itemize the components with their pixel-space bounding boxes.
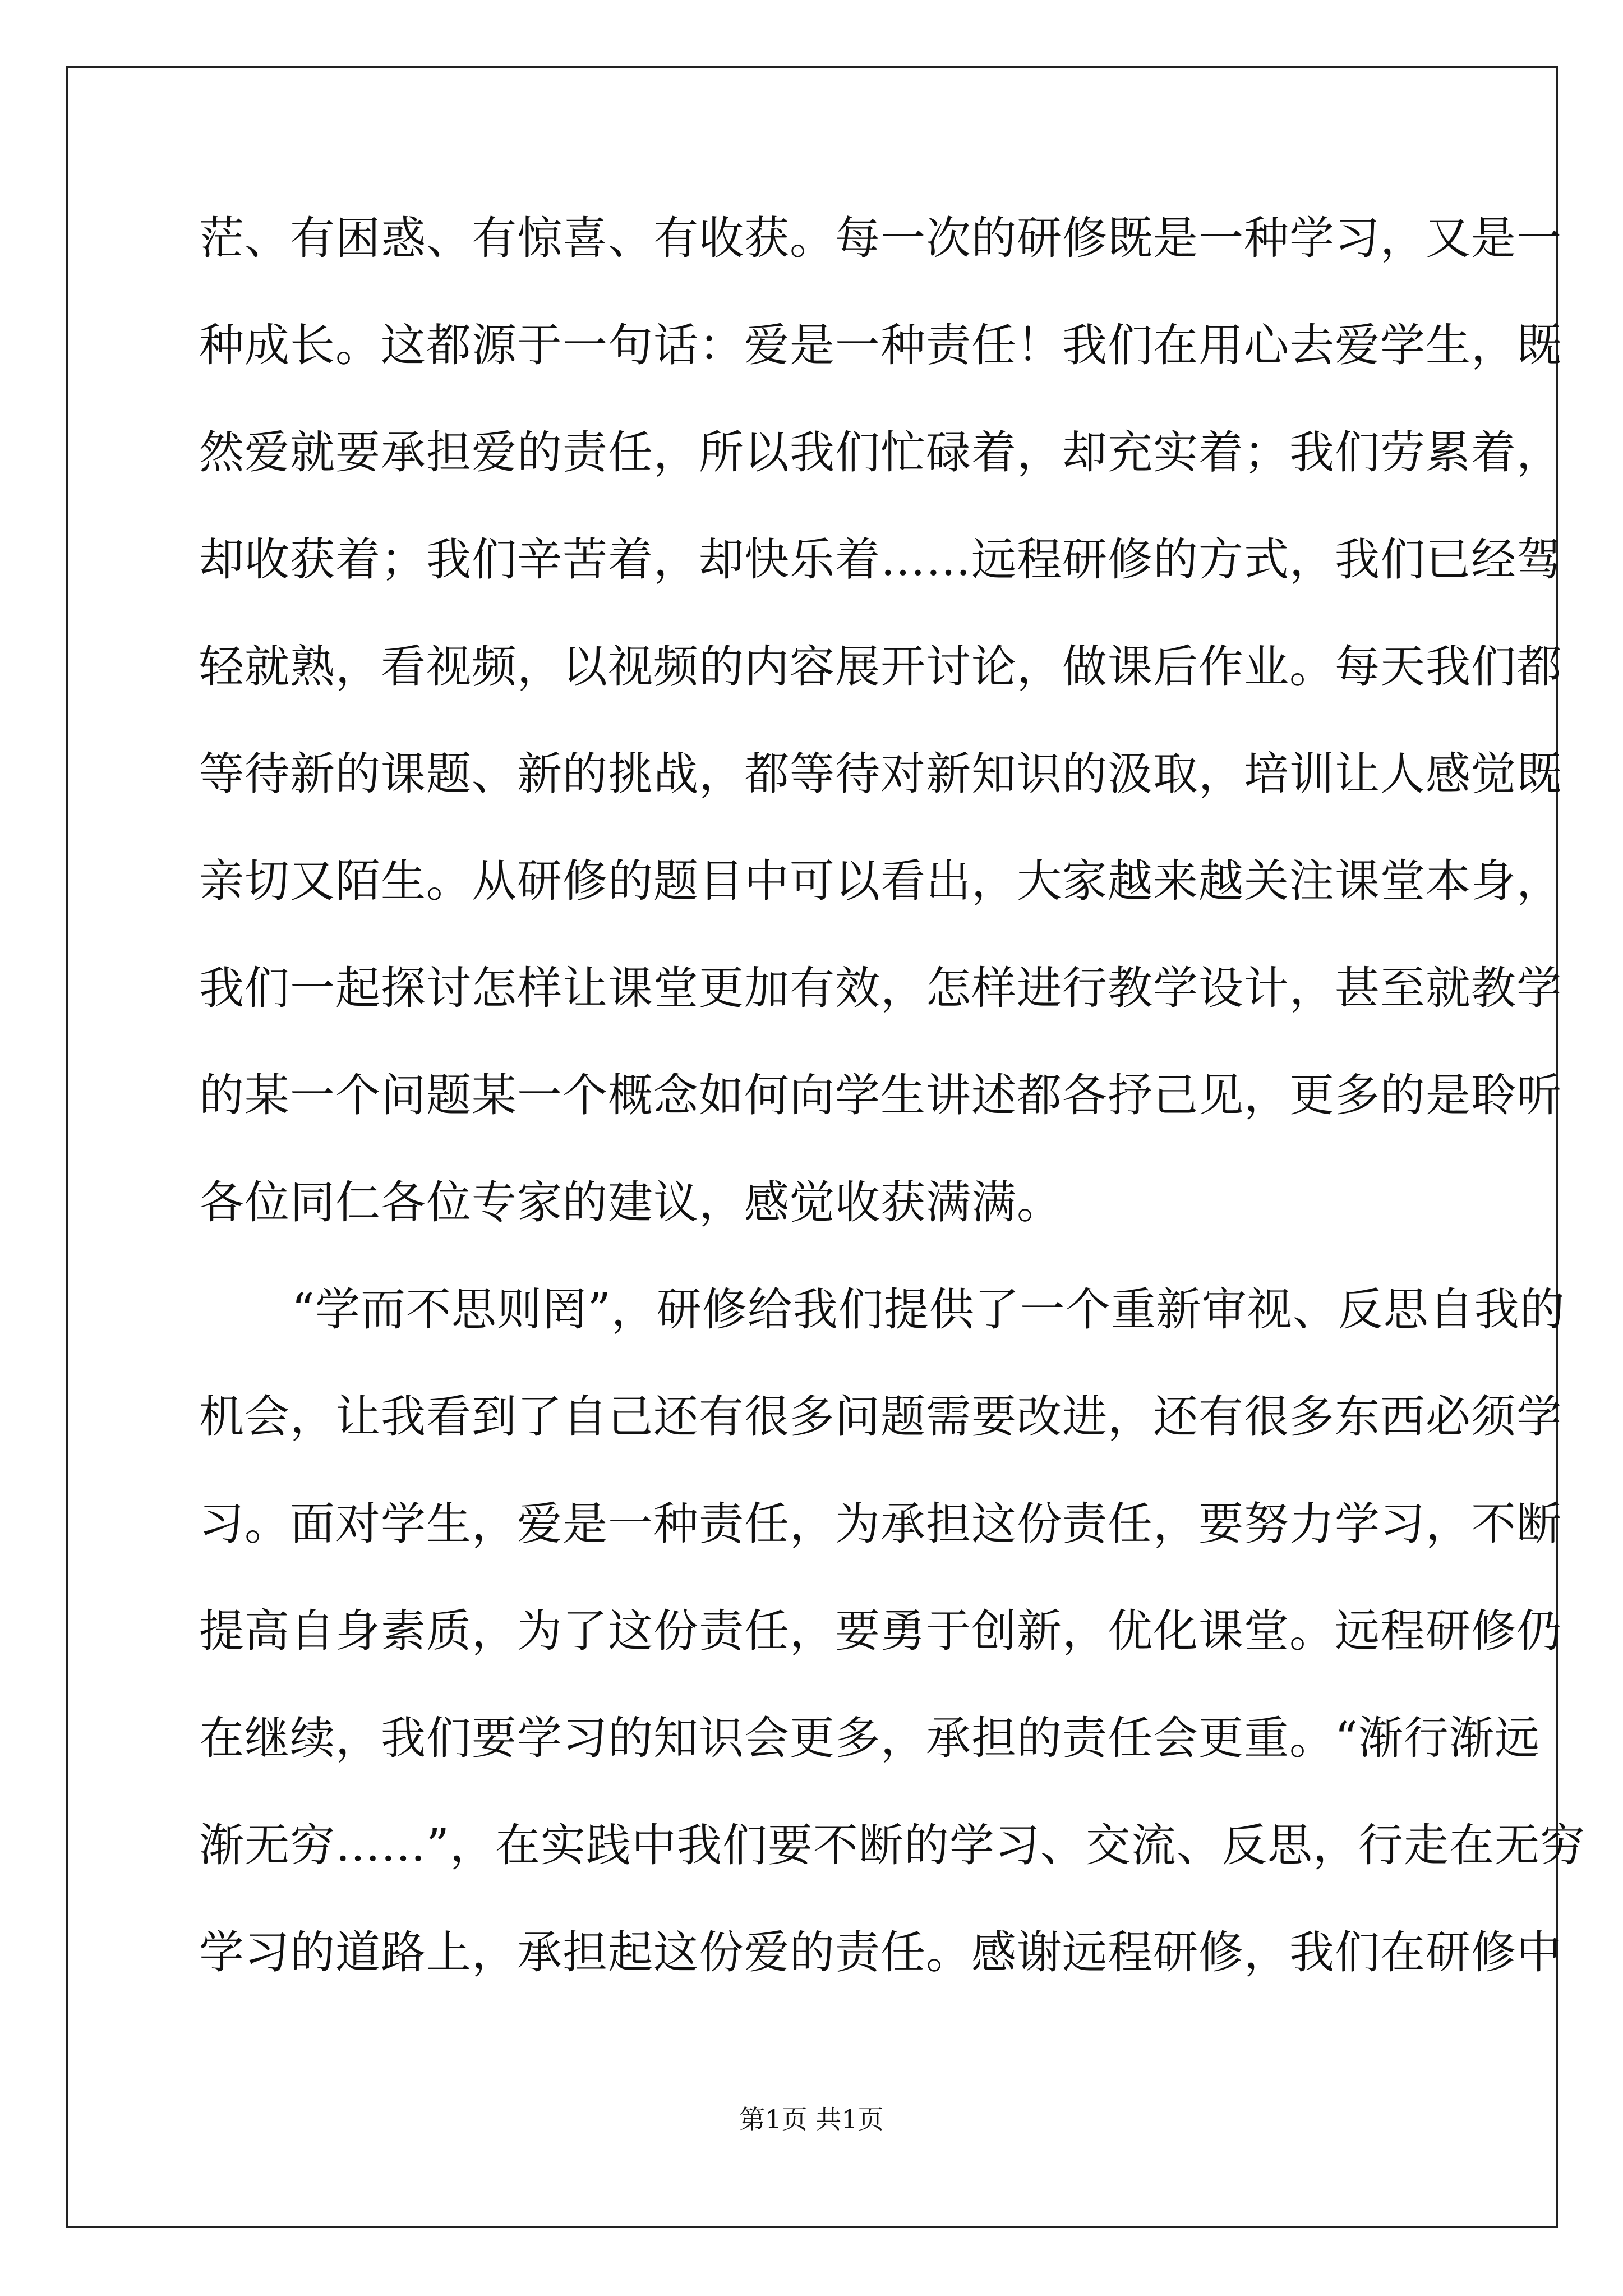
text-line: 亲切又陌生。从研修的题目中可以看出，大家越来越关注课堂本身， — [199, 855, 1562, 907]
page-footer: 第1页 共1页 — [739, 2104, 884, 2134]
paragraph-first-line: “学而不思则罔”，研修给我们提供了一个重新审视、反思自我的 — [292, 1283, 1565, 1336]
document-body — [199, 210, 1585, 2032]
text-line: 渐无穷……”，在实践中我们要不断的学习、交流、反思，行走在无穷 — [199, 1819, 1585, 1871]
text-line: 学习的道路上，承担起这份爱的责任。感谢远程研修，我们在研修中 — [199, 1926, 1562, 1978]
text-line: 轻就熟，看视频，以视频的内容展开讨论，做课后作业。每天我们都 — [199, 641, 1562, 693]
text-line: 我们一起探讨怎样让课堂更加有效，怎样进行教学设计，甚至就教学 — [199, 962, 1562, 1014]
text-line: 提高自身素质，为了这份责任，要勇于创新，优化课堂。远程研修仍 — [199, 1605, 1562, 1657]
text-line: 各位同仁各位专家的建议，感觉收获满满。 — [199, 1176, 1062, 1228]
text-line: 在继续，我们要学习的知识会更多，承担的责任会更重。“渐行渐远 — [199, 1712, 1540, 1764]
text-line: 然爱就要承担爱的责任，所以我们忙碌着，却充实着；我们劳累着， — [199, 426, 1562, 478]
text-line: 的某一个问题某一个概念如何向学生讲述都各抒己见，更多的是聆听 — [199, 1069, 1562, 1121]
text-line: 习。面对学生，爱是一种责任，为承担这份责任，要努力学习，不断 — [199, 1498, 1562, 1550]
text-line: 却收获着；我们辛苦着，却快乐着……远程研修的方式，我们已经驾 — [199, 533, 1562, 586]
text-line: 机会，让我看到了自己还有很多问题需要改进，还有很多东西必须学 — [199, 1391, 1562, 1443]
text-line: 茫、有困惑、有惊喜、有收获。每一次的研修既是一种学习，又是一 — [199, 212, 1562, 264]
text-line: 等待新的课题、新的挑战，都等待对新知识的汲取，培训让人感觉既 — [199, 748, 1562, 800]
text-line: 种成长。这都源于一句话：爱是一种责任！我们在用心去爱学生，既 — [199, 319, 1562, 371]
